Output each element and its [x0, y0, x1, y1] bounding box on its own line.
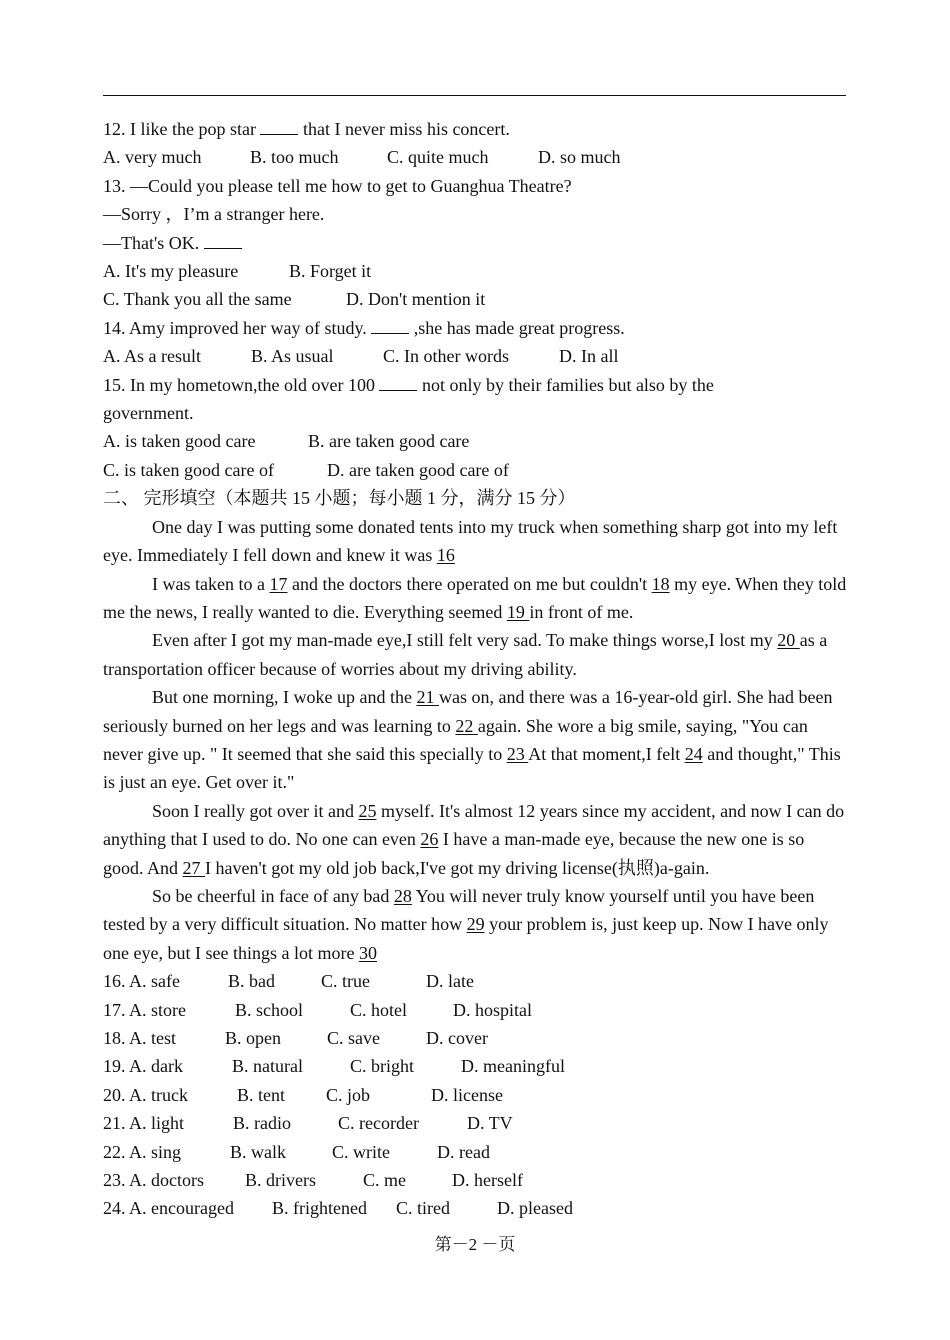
answer-option: 21. A. light [103, 1113, 185, 1134]
blank-number: 20 [777, 630, 800, 651]
text-run: 15. In my hometown,the old over 100 [103, 374, 380, 395]
blank-number: 16 [436, 545, 455, 566]
answer-option: A. As a result [103, 346, 201, 367]
page-footer: 第－2 －页 [434, 1235, 516, 1254]
answer-option: C. job [326, 1084, 371, 1105]
answer-option: D. late [426, 971, 474, 992]
text-run: So be cheerful in face of any bad [152, 885, 394, 906]
question-stem [103, 371, 848, 399]
text-run: Even after I got my man-made eye,I still felt very sad. To make things worse,I lost my [152, 630, 778, 651]
text-run: I haven't got my old job back,I've got my driving license(执照)a-gain. [205, 857, 710, 878]
answer-option: D. Don't mention it [346, 289, 486, 310]
answer-option: B. Forget it [289, 261, 372, 282]
answer-option: B. walk [230, 1141, 286, 1162]
cloze-paragraph [103, 570, 848, 627]
answer-option: 22. A. sing [103, 1141, 182, 1162]
answer-option: 24. A. encouraged [103, 1198, 234, 1219]
cloze-option-row [103, 1138, 848, 1166]
text-run: myself. It's almost 12 years since my accident, and now I can do anything that I used to do. No one can even [103, 800, 845, 850]
cloze-paragraph [103, 797, 848, 882]
text-run: 14. Amy improved her way of study. [103, 317, 372, 338]
blank-number: 17 [269, 573, 288, 594]
text-run: as a transportation officer because of worries about my driving ability. [103, 630, 828, 679]
answer-option: B. school [235, 999, 304, 1020]
answer-option: D. read [437, 1141, 490, 1162]
answer-option: C. quite much [387, 147, 489, 168]
blank-number: 24 [684, 743, 703, 764]
cloze-option-row [103, 967, 848, 995]
blank-number: 23 [506, 743, 529, 764]
option-row [103, 143, 848, 171]
answer-blank [204, 229, 242, 249]
cloze-option-row [103, 1052, 848, 1080]
text-run: that I never miss his concert. [298, 119, 510, 139]
question-stem [103, 115, 848, 143]
answer-option: C. tired [396, 1198, 450, 1219]
text-run: —That's OK. [103, 232, 204, 253]
answer-option: B. radio [233, 1113, 291, 1134]
option-row [103, 456, 848, 484]
question-12 [103, 115, 848, 172]
answer-option: C. is taken good care of [103, 459, 274, 480]
text-run: 12. I like the pop star [103, 119, 261, 139]
answer-option: A. very much [103, 147, 202, 168]
cloze-option-row [103, 996, 848, 1024]
answer-option: D. so much [538, 147, 621, 168]
answer-option: D. cover [426, 1028, 488, 1048]
answer-blank [379, 371, 417, 391]
answer-option: C. true [321, 971, 370, 992]
text-run: At that moment,I felt [528, 743, 685, 764]
text-run: But one morning, I woke up and the [152, 687, 417, 708]
answer-option: D. hospital [453, 999, 532, 1020]
text-run: ,she has made great progress. [409, 317, 625, 338]
question-15 [103, 371, 848, 485]
text-run: again. She wore a big smile, saying, "You can never give up. " It seemed that she said this specially to [103, 715, 808, 764]
answer-option: B. frightened [272, 1198, 367, 1219]
answer-option: A. is taken good care [103, 431, 256, 452]
section-heading: 二、 完形填空（本题共 15 小题；每小题 1 分，满分 15 分） [103, 488, 576, 509]
answer-option: 17. A. store [103, 999, 186, 1020]
text-run: was on, and there was a 16-year-old girl. She had been seriously burned on her legs and was learning to [103, 687, 833, 736]
cloze-paragraph [103, 626, 848, 683]
answer-blank [260, 115, 298, 135]
text-run: —Sorry ，I’m a stranger here. [103, 204, 325, 225]
text-run: in front of me. [529, 601, 634, 622]
question-stem [103, 399, 848, 427]
blank-number: 29 [466, 914, 485, 935]
cloze-option-row [103, 1166, 848, 1194]
question-stem [103, 172, 848, 200]
answer-option: B. are taken good care [308, 431, 470, 452]
question-stem [103, 314, 848, 342]
text-run: my eye. When they told me the news, I really wanted to die. Everything seemed [103, 573, 847, 622]
answer-option: D. In all [559, 346, 619, 367]
cloze-paragraph [103, 513, 848, 570]
answer-option: D. meaningful [461, 1056, 565, 1077]
answer-option: D. pleased [497, 1198, 573, 1219]
header-rule [103, 95, 846, 96]
answer-option: C. save [327, 1028, 380, 1048]
text-run: government. [103, 403, 194, 424]
answer-option: C. bright [350, 1056, 415, 1077]
answer-option: A. It's my pleasure [103, 261, 239, 282]
option-row [103, 257, 848, 285]
text-run: I was taken to a [152, 573, 270, 594]
answer-option: C. recorder [338, 1113, 419, 1134]
exam-content [103, 115, 848, 1223]
question-13 [103, 172, 848, 314]
answer-option: B. As usual [251, 346, 334, 367]
option-row [103, 285, 848, 313]
text-run: You will never truly know yourself until you have been tested by a very difficult situation. No matter how [103, 885, 815, 935]
text-run: your problem is, just keep up. Now I have only one eye, but I see things a lot more [103, 914, 829, 963]
blank-number: 28 [393, 885, 412, 906]
blank-number: 19 [506, 601, 530, 622]
answer-option: 19. A. dark [103, 1056, 183, 1077]
answer-option: C. Thank you all the same [103, 289, 292, 310]
answer-option: B. too much [250, 147, 339, 168]
text-run: and thought," This is just an eye. Get over it." [103, 743, 841, 793]
blank-number: 30 [358, 942, 377, 963]
cloze-paragraph [103, 882, 848, 967]
answer-option: C. write [332, 1141, 390, 1162]
answer-option: B. open [225, 1028, 281, 1048]
cloze-option-row [103, 1194, 848, 1222]
answer-option: B. bad [228, 971, 275, 992]
option-row [103, 342, 848, 370]
blank-number: 25 [358, 800, 377, 821]
answer-option: C. In other words [383, 346, 509, 367]
text-run: One day I was putting some donated tents into my truck when something sharp got into my left eye. Immediately I fell down and knew it was [103, 516, 838, 566]
answer-option: D. herself [452, 1170, 523, 1191]
answer-option: D. license [431, 1084, 503, 1105]
answer-option: B. drivers [245, 1170, 316, 1191]
question-stem [103, 200, 848, 228]
blank-number: 21 [416, 687, 439, 708]
answer-option: C. me [363, 1170, 406, 1191]
cloze-option-row [103, 1109, 848, 1137]
text-run: Soon I really got over it and [152, 800, 359, 821]
text-run: and the doctors there operated on me but couldn't [287, 573, 652, 594]
question-14 [103, 314, 848, 371]
blank-number: 27 [182, 857, 206, 878]
blank-number: 26 [420, 829, 439, 850]
answer-option: 18. A. test [103, 1028, 177, 1048]
answer-option: D. TV [467, 1113, 513, 1134]
answer-option: B. tent [237, 1084, 285, 1105]
blank-number: 22 [455, 715, 478, 736]
answer-option: C. hotel [350, 999, 407, 1020]
answer-option: 23. A. doctors [103, 1170, 204, 1191]
question-stem [103, 229, 848, 257]
answer-blank [371, 314, 409, 334]
cloze-option-row [103, 1081, 848, 1109]
cloze-option-row [103, 1024, 848, 1052]
blank-number: 18 [651, 573, 670, 594]
text-run: not only by their families but also by the [417, 374, 714, 395]
answer-option: 20. A. truck [103, 1084, 188, 1105]
answer-option: 16. A. safe [103, 971, 180, 992]
cloze-paragraph [103, 683, 848, 797]
answer-option: B. natural [232, 1056, 303, 1077]
text-run: 13. —Could you please tell me how to get to Guanghua Theatre? [103, 175, 572, 196]
answer-option: D. are taken good care of [327, 459, 509, 480]
option-row [103, 427, 848, 455]
text-run: I have a man-made eye, because the new one is so good. And [103, 829, 805, 878]
